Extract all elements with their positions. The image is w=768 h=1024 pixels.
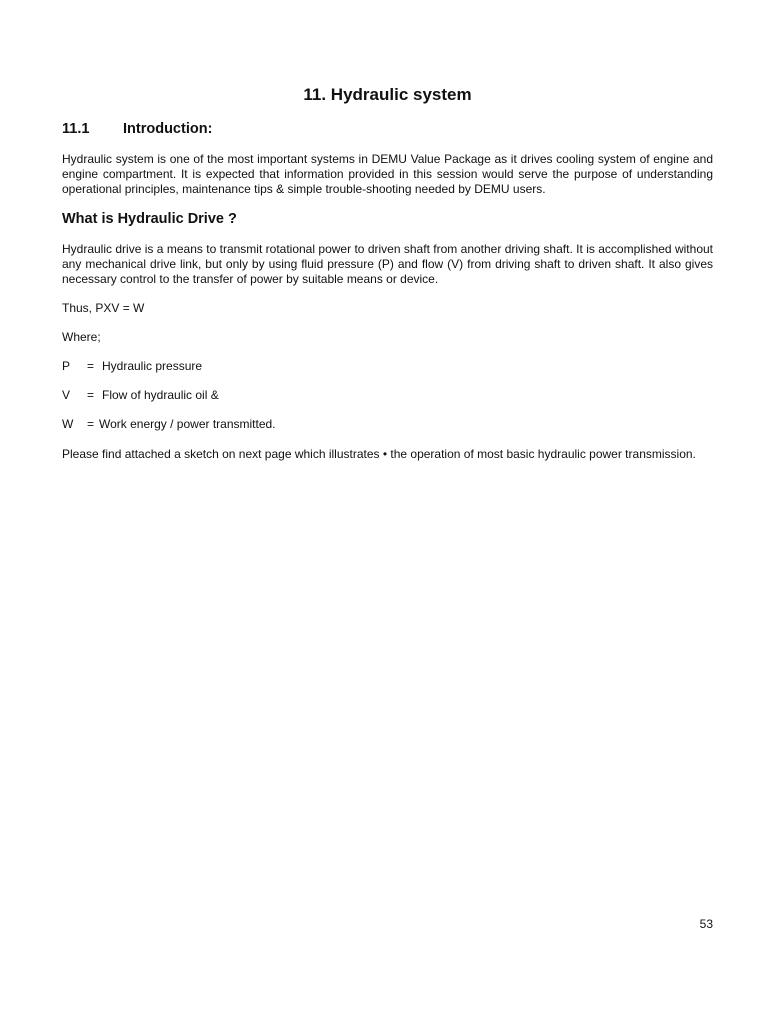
definition-equals: =: [87, 359, 95, 373]
definition-meaning: Work energy / power transmitted.: [99, 417, 276, 431]
definition-symbol: P: [62, 359, 71, 373]
closing-paragraph: Please find attached a sketch on next page which illustrates • the operation of most basic hydraulic power transmission.: [62, 447, 696, 461]
intro-paragraph: Hydraulic system is one of the most important systems in DEMU Value Package as it drives cooling system of engine and engine compartment. It is expected that information provided in this session would serve the purpose of understanding operational principles, maintenance tips & simple trouble-shooting needed by DEMU users.: [62, 152, 713, 196]
where-label: Where;: [62, 330, 101, 344]
definition-meaning: Hydraulic pressure: [102, 359, 203, 373]
document-page: [62, 0, 713, 1024]
page-number: 53: [699, 917, 713, 931]
definition-row-p: [62, 359, 202, 374]
definition-row-w: [62, 417, 276, 432]
definition-equals: =: [87, 388, 95, 402]
section-title: Introduction:: [123, 121, 213, 137]
definition-meaning: Flow of hydraulic oil &: [102, 388, 219, 402]
formula-line: Thus, PXV = W: [62, 301, 145, 315]
section-number: 11.1: [62, 121, 90, 137]
subheading-hydraulic-drive: What is Hydraulic Drive ?: [62, 211, 237, 227]
definition-symbol: W: [62, 417, 74, 431]
chapter-title: 11. Hydraulic system: [303, 85, 472, 104]
drive-paragraph: Hydraulic drive is a means to transmit rotational power to driven shaft from another driving shaft. It is accomplished without any mechanical drive link, but only by using fluid pressure (P) and flow (V) from driving shaft to driven shaft. It also gives necessary control to the transfer of power by suitable means or device.: [62, 242, 713, 286]
definition-symbol: V: [62, 388, 71, 402]
definition-row-v: [62, 388, 219, 403]
definition-equals: =: [87, 417, 95, 431]
section-heading: [62, 121, 212, 137]
